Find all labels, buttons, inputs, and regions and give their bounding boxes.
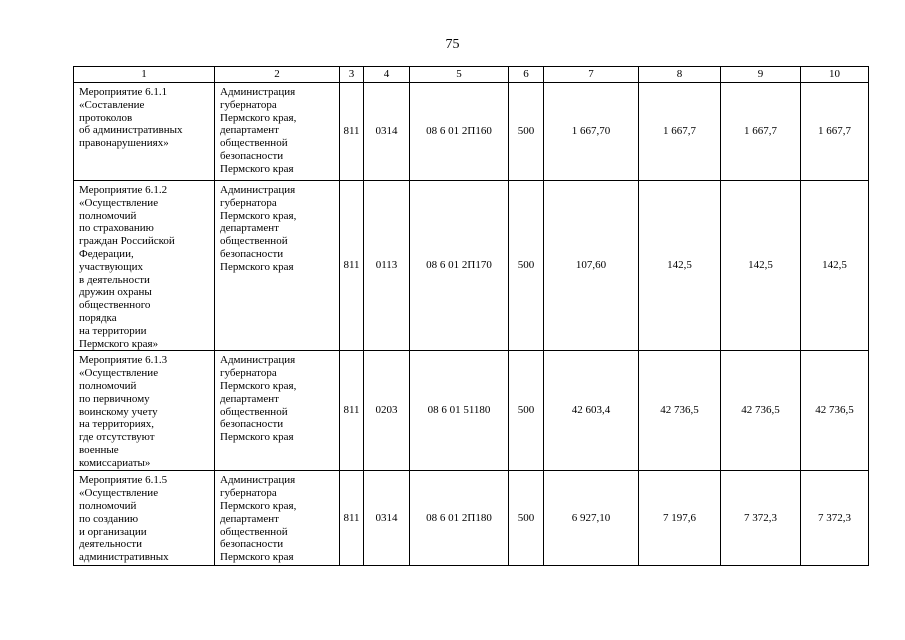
header-cell: 9 <box>721 67 801 83</box>
amount-cell: 1 667,7 <box>801 83 869 181</box>
amount-cell: 42 736,5 <box>721 351 801 471</box>
amount-cell: 1 667,7 <box>721 83 801 181</box>
activity-cell: Мероприятие 6.1.3 «Осуществление полномочий по первичному воинскому учету на территориях, где отсутствуют военные комиссариаты» <box>74 351 215 471</box>
amount-cell: 1 667,7 <box>639 83 721 181</box>
table-row <box>74 83 869 181</box>
target-article-cell: 08 6 01 2П160 <box>410 83 509 181</box>
executor-cell: Администрация губернатора Пермского края, департамент общественной безопасности Пермского края <box>215 471 340 566</box>
expense-type-cell: 500 <box>509 83 544 181</box>
section-cell: 0314 <box>364 471 410 566</box>
amount-cell: 6 927,10 <box>544 471 639 566</box>
amount-cell: 7 372,3 <box>801 471 869 566</box>
activity-cell: Мероприятие 6.1.2 «Осуществление полномочий по страхованию граждан Российской Федерации, участвующих в деятельности дружин охраны общественного порядка на территории Пермского края» <box>74 181 215 351</box>
page-number: 75 <box>445 37 460 52</box>
header-cell: 5 <box>410 67 509 83</box>
code-cell: 811 <box>340 351 364 471</box>
target-article-cell: 08 6 01 51180 <box>410 351 509 471</box>
amount-cell: 7 197,6 <box>639 471 721 566</box>
header-cell: 3 <box>340 67 364 83</box>
header-cell: 7 <box>544 67 639 83</box>
amount-cell: 42 603,4 <box>544 351 639 471</box>
header-cell: 2 <box>215 67 340 83</box>
amount-cell: 107,60 <box>544 181 639 351</box>
amount-cell: 142,5 <box>721 181 801 351</box>
amount-cell: 42 736,5 <box>801 351 869 471</box>
code-cell: 811 <box>340 471 364 566</box>
amount-cell: 7 372,3 <box>721 471 801 566</box>
amount-cell: 142,5 <box>639 181 721 351</box>
table-row <box>74 181 869 351</box>
code-cell: 811 <box>340 83 364 181</box>
amount-cell: 42 736,5 <box>639 351 721 471</box>
expense-type-cell: 500 <box>509 181 544 351</box>
target-article-cell: 08 6 01 2П180 <box>410 471 509 566</box>
executor-cell: Администрация губернатора Пермского края, департамент общественной безопасности Пермского края <box>215 351 340 471</box>
header-cell: 4 <box>364 67 410 83</box>
table-row <box>74 351 869 471</box>
table-header-row <box>74 67 869 83</box>
activity-cell: Мероприятие 6.1.5 «Осуществление полномочий по созданию и организации деятельности административных <box>74 471 215 566</box>
amount-cell: 142,5 <box>801 181 869 351</box>
table-row <box>74 471 869 566</box>
section-cell: 0203 <box>364 351 410 471</box>
budget-table <box>73 66 869 566</box>
header-cell: 1 <box>74 67 215 83</box>
header-cell: 10 <box>801 67 869 83</box>
amount-cell: 1 667,70 <box>544 83 639 181</box>
activity-cell: Мероприятие 6.1.1 «Составление протоколов об административных правонарушениях» <box>74 83 215 181</box>
code-cell: 811 <box>340 181 364 351</box>
executor-cell: Администрация губернатора Пермского края, департамент общественной безопасности Пермского края <box>215 181 340 351</box>
executor-cell: Администрация губернатора Пермского края, департамент общественной безопасности Пермского края <box>215 83 340 181</box>
expense-type-cell: 500 <box>509 351 544 471</box>
expense-type-cell: 500 <box>509 471 544 566</box>
header-cell: 6 <box>509 67 544 83</box>
header-cell: 8 <box>639 67 721 83</box>
section-cell: 0113 <box>364 181 410 351</box>
target-article-cell: 08 6 01 2П170 <box>410 181 509 351</box>
section-cell: 0314 <box>364 83 410 181</box>
